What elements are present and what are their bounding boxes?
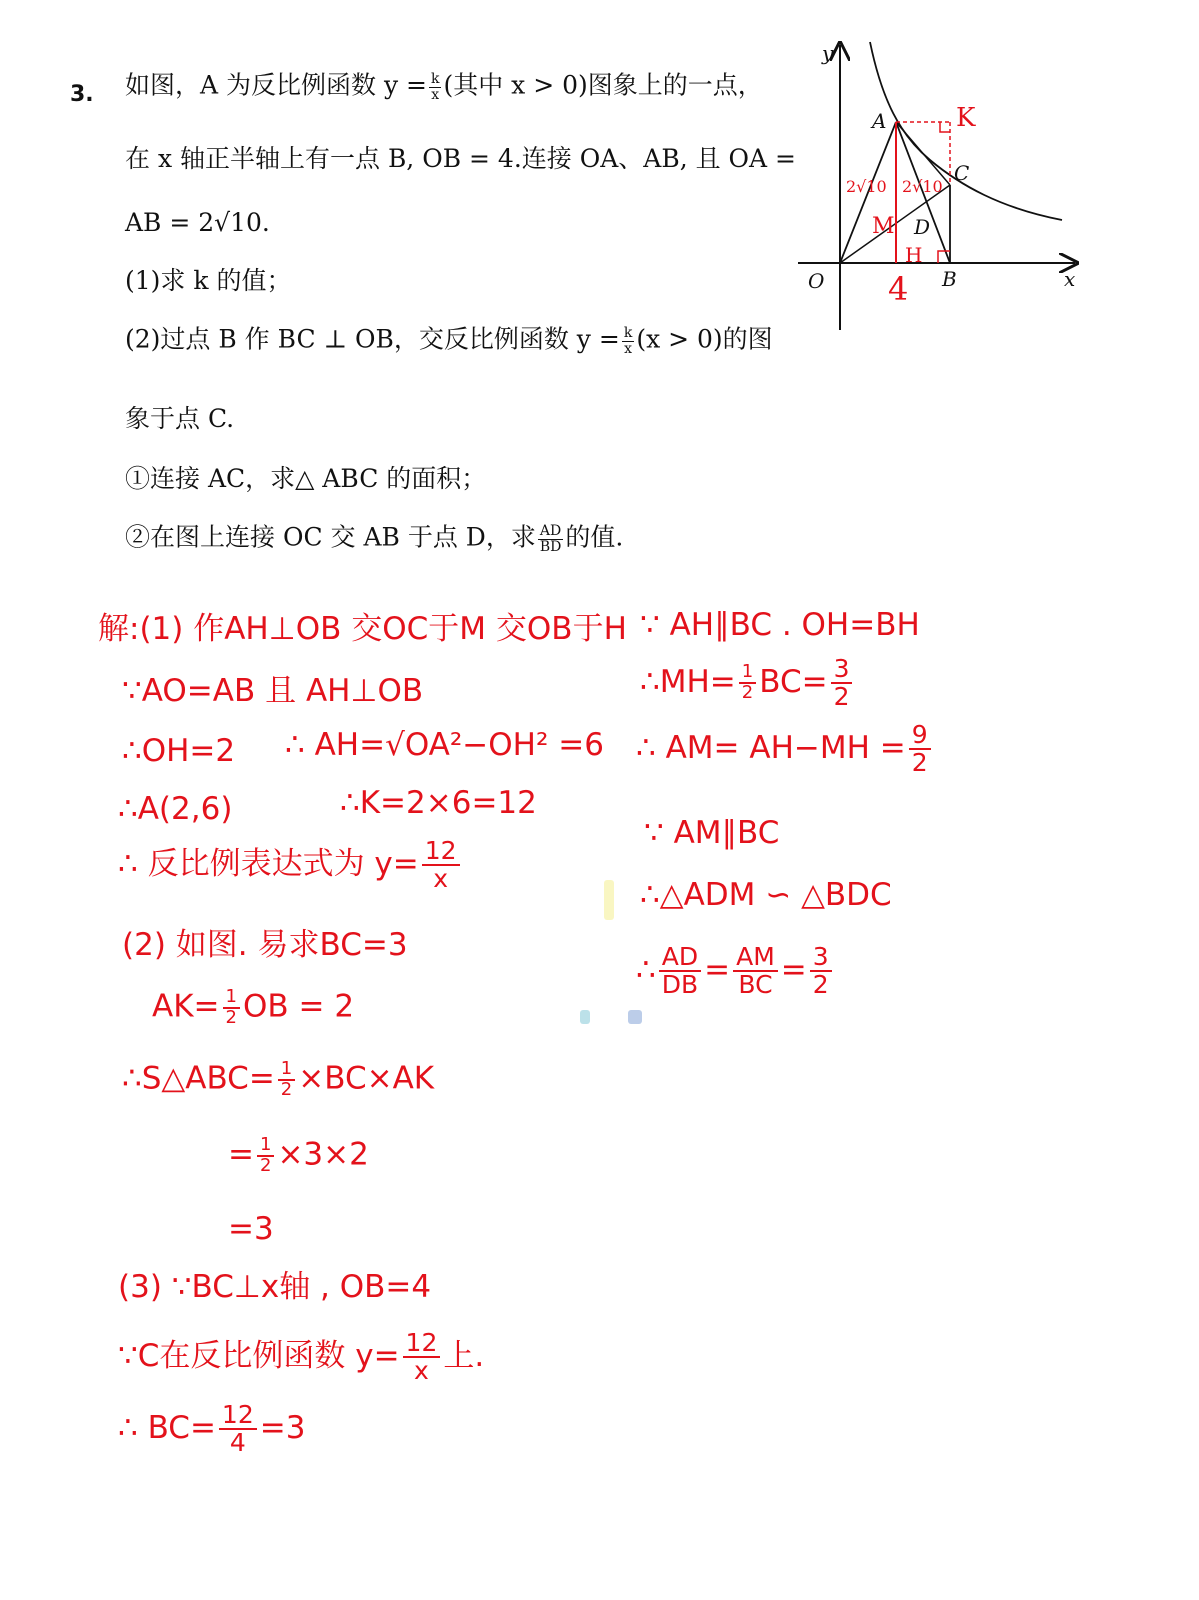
solution-line-11: (3) ∵BC⊥x轴 , OB=4: [118, 1269, 432, 1305]
question-line-1-start: 如图，A 为反比例函数 y =: [125, 70, 427, 100]
fraction-numerator: 12: [422, 838, 460, 866]
fraction-denominator: 2: [259, 1154, 272, 1176]
fraction-numerator: 3: [810, 944, 832, 972]
fraction-numerator: 12: [403, 1330, 441, 1358]
question-line-1-fraction: [429, 72, 441, 102]
question-line-3: AB = 2√10.: [125, 208, 270, 237]
label-k: K: [956, 103, 976, 133]
fraction-numerator: AD: [659, 944, 701, 972]
fraction-denominator: 2: [833, 682, 850, 712]
label-m: M: [872, 214, 895, 239]
right-angle-k: [940, 122, 950, 132]
solution-line-5-start: ∴ 反比例表达式为 y=: [118, 845, 419, 882]
label-o: O: [808, 269, 825, 293]
solution-right-line-2-start: ∴MH=: [640, 663, 736, 700]
solution-line-6: (2) 如图. 易求BC=3: [122, 927, 408, 963]
solution-right-line-6-start: ∴: [636, 951, 656, 988]
fraction-denominator: 2: [225, 1006, 237, 1028]
solution-line-9-fraction: [257, 1136, 274, 1176]
solution-right-line-3-start: ∴ AM= AH−MH =: [636, 729, 906, 766]
solution-right-line-3-fraction: [909, 722, 931, 777]
solution-line-8-start: ∴S△ABC=: [122, 1060, 275, 1097]
solution-line-4a: ∴A(2,6): [118, 791, 233, 827]
solution-line-5: [118, 838, 463, 893]
question-number: 3.: [70, 82, 94, 107]
label-x: x: [1064, 267, 1076, 291]
question-part-1: (1)求 k 的值；: [125, 266, 292, 295]
solution-line-12: [118, 1330, 484, 1385]
solution-right-line-6-equals-1: =: [704, 951, 731, 988]
solution-line-3b: ∴ AH=√OA²−OH² =6: [285, 727, 604, 763]
scan-smudge: [628, 1010, 642, 1024]
solution-line-12-fraction: [403, 1330, 441, 1385]
fraction-denominator: 4: [229, 1428, 246, 1458]
solution-line-10: =3: [228, 1211, 274, 1247]
solution-line-13: [118, 1402, 305, 1457]
fraction-denominator: x: [433, 864, 449, 894]
label-d: D: [914, 215, 931, 239]
solution-line-9-start: =: [228, 1136, 254, 1173]
solution-line-12-start: ∵C在反比例函数 y=: [118, 1337, 400, 1374]
question-part-2-start: (2)过点 B 作 BC ⊥ OB，交反比例函数 y =: [125, 324, 620, 354]
label-ab-length: 2√10: [902, 177, 943, 196]
label-4: 4: [888, 270, 909, 308]
geometry-figure: [790, 30, 1090, 340]
fraction-denominator: 2: [280, 1078, 293, 1100]
solution-line-13-start: ∴ BC=: [118, 1409, 216, 1446]
question-line-1: [125, 72, 763, 102]
solution-right-line-3: [636, 722, 934, 777]
question-sub-2-fraction: [538, 524, 564, 554]
solution-line-12-end: 上.: [443, 1337, 485, 1374]
fraction-denominator: x: [414, 1356, 429, 1386]
fraction-numerator: k: [623, 325, 633, 341]
solution-line-7-start: AK=: [152, 988, 220, 1025]
fraction-numerator: 9: [909, 722, 931, 750]
label-y: y: [822, 41, 834, 65]
solution-line-13-end: =3: [259, 1409, 306, 1446]
solution-line-2: ∵AO=AB 且 AH⊥OB: [122, 673, 424, 709]
question-sub-2: [125, 524, 623, 554]
solution-right-line-6-equals-2: =: [780, 951, 807, 988]
fraction-numerator: 12: [219, 1402, 257, 1430]
solution-line-8-fraction: [278, 1060, 295, 1100]
label-c: C: [954, 161, 970, 185]
label-oa-length: 2√10: [846, 177, 887, 196]
fraction-denominator: x: [431, 86, 440, 103]
solution-right-line-2-fraction-2: [831, 656, 853, 711]
solution-right-line-5: ∴△ADM ∽ △BDC: [640, 877, 892, 913]
question-part-2-end: (x > 0)的图: [636, 324, 773, 354]
fraction-denominator: DB: [661, 970, 699, 1000]
fraction-numerator: 1: [257, 1136, 274, 1157]
question-line-1-end: (其中 x > 0)图象上的一点，: [443, 70, 763, 100]
question-part-2-fraction: [622, 326, 634, 356]
solution-right-line-2-middle: BC=: [759, 663, 828, 700]
solution-line-9: [228, 1136, 369, 1176]
question-line-2: 在 x 轴正半轴上有一点 B, OB = 4.连接 OA、AB, 且 OA =: [125, 144, 796, 173]
solution-line-1: 解:(1) 作AH⊥OB 交OC于M 交OB于H: [98, 611, 627, 647]
scan-smudge: [580, 1010, 590, 1024]
fraction-numerator: 1: [739, 663, 756, 684]
question-sub-1: ①连接 AC，求△ ABC 的面积；: [125, 464, 487, 493]
solution-line-7: [152, 988, 354, 1028]
fraction-numerator: k: [430, 71, 440, 87]
solution-right-line-6-fraction-3: [810, 944, 832, 999]
scan-smudge: [604, 880, 614, 920]
fraction-numerator: 3: [831, 656, 853, 684]
fraction-denominator: 2: [812, 970, 829, 1000]
solution-line-13-fraction: [219, 1402, 257, 1457]
solution-right-line-6: [636, 944, 835, 999]
solution-line-8-end: ×BC×AK: [298, 1060, 435, 1097]
solution-line-4b: ∴K=2×6=12: [340, 785, 537, 821]
solution-line-9-end: ×3×2: [277, 1136, 369, 1173]
solution-line-3a: ∴OH=2: [122, 733, 236, 769]
solution-line-5-fraction: [422, 838, 460, 893]
fraction-numerator: 1: [223, 988, 240, 1009]
fraction-denominator: x: [624, 340, 633, 357]
fraction-numerator: AD: [538, 524, 564, 540]
question-part-2-line-2: 象于点 C.: [125, 404, 235, 433]
label-a: A: [872, 109, 887, 133]
solution-line-7-fraction: [223, 988, 240, 1028]
fraction-denominator: BD: [539, 538, 562, 555]
solution-right-line-6-fraction-1: [659, 944, 701, 999]
solution-right-line-4: ∵ AM∥BC: [644, 815, 780, 851]
solution-line-7-end: OB = 2: [242, 988, 355, 1025]
fraction-denominator: BC: [738, 970, 773, 1000]
solution-right-line-1: ∵ AH∥BC . OH=BH: [640, 607, 920, 643]
fraction-denominator: 2: [911, 748, 928, 778]
label-h: H: [905, 243, 923, 267]
solution-right-line-2: [640, 656, 855, 711]
fraction-numerator: AM: [733, 944, 778, 972]
question-sub-2-start: ②在图上连接 OC 交 AB 于点 D，求: [125, 522, 536, 552]
solution-right-line-2-fraction-1: [739, 663, 756, 703]
question-part-2: [125, 326, 773, 356]
solution-right-line-6-fraction-2: [733, 944, 778, 999]
label-b: B: [942, 267, 957, 291]
question-sub-2-end: 的值.: [565, 522, 624, 552]
solution-line-8: [122, 1060, 434, 1100]
fraction-numerator: 1: [278, 1060, 295, 1081]
fraction-denominator: 2: [741, 682, 754, 704]
